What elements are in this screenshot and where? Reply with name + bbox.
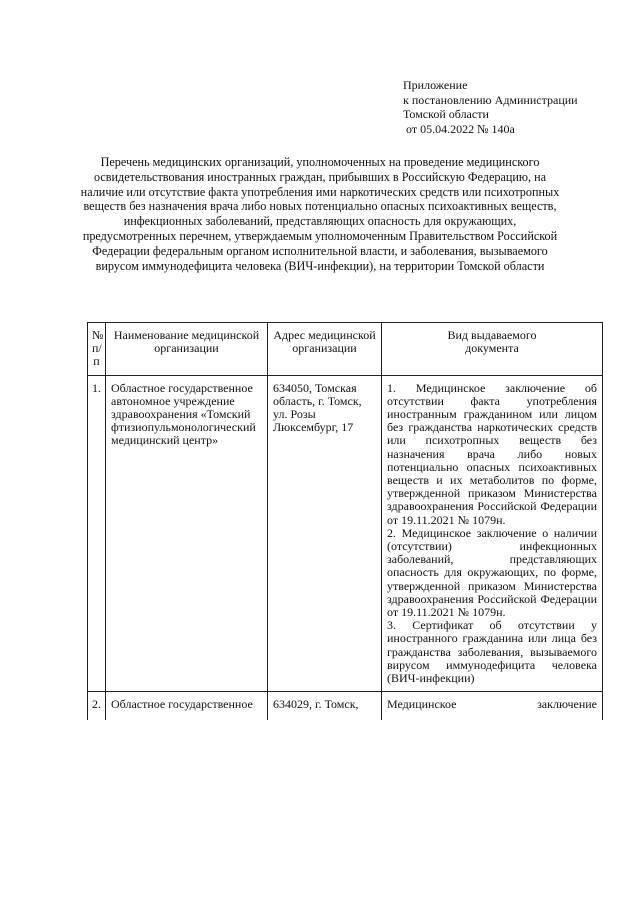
org-name: Областное государственное автономное учреждение здравоохранения «Томский фтизиопульмонологический медицинский центр» (106, 375, 268, 692)
org-address: 634050, Томская область, г. Томск, ул. Розы Люксембург, 17 (268, 375, 382, 692)
row-number: 1. (88, 375, 106, 692)
document-types (382, 692, 603, 721)
table-header-row (88, 323, 603, 376)
document-item: Медицинское заключение (387, 697, 597, 712)
document-types (382, 375, 603, 692)
document-item: 2. Медицинское заключение о наличии (отсутствии) инфекционных заболеваний, представляющих опасность для окружающих, по форме, утвержденной приказом Министерства здравоохранения Российской Федерации от 19.11.2021 № 1079н. (387, 525, 597, 620)
table-row (88, 692, 603, 721)
row-number: 2. (88, 692, 106, 721)
document-item: 1. Медицинское заключение об отсутствии факта употребления иностранным гражданином или лицом без гражданства наркотических средств или психотропных веществ без назначения врача либо новых потенциально опасных психоактивных веществ и их метаболитов по форме, утвержденной приказом Министерства здравоохранения Российской Федерации от 19.11.2021 № 1079н. (387, 380, 597, 527)
appendix-line: Приложение (403, 78, 468, 92)
document-title: Перечень медицинских организаций, уполномоченных на проведение медицинского освидетельствования иностранных граждан, прибывших в Российскую Федерацию, на наличие или отсутствие факта употребления ими наркотических средств или психотропных веществ без назначения врача либо новых потенциально опасных психоактивных веществ, инфекционных заболеваний, представляющих опасность для окружающих, предусмотренных перечнем, утверждаемым уполномоченным Правительством Российской Федерации федеральным органом исполнительной власти, и заболевания, вызываемого вирусом иммунодефицита человека (ВИЧ-инфекции), на территории Томской области (80, 155, 560, 273)
org-address: 634029, г. Томск, (268, 692, 382, 721)
appendix-line: к постановлению Администрации (403, 92, 578, 107)
header-org-name: Наименование медицинской организации (106, 323, 268, 376)
organizations-table (87, 322, 603, 720)
header-document-type: Вид выдаваемого документа (382, 323, 603, 376)
document-item: 3. Сертификат об отсутствии у иностранного гражданина или лица без гражданства заболевания, вызываемого вирусом иммунодефицита человека (ВИЧ-инфекции) (387, 618, 597, 686)
appendix-line: Томской области (403, 107, 489, 122)
appendix-date: от 05.04.2022 № 140а (406, 122, 515, 137)
org-name: Областное государственное (106, 692, 268, 721)
table-row (88, 375, 603, 692)
header-number: № п/п (88, 323, 106, 376)
header-address: Адрес медицинской организации (268, 323, 382, 376)
appendix-header (403, 78, 578, 137)
